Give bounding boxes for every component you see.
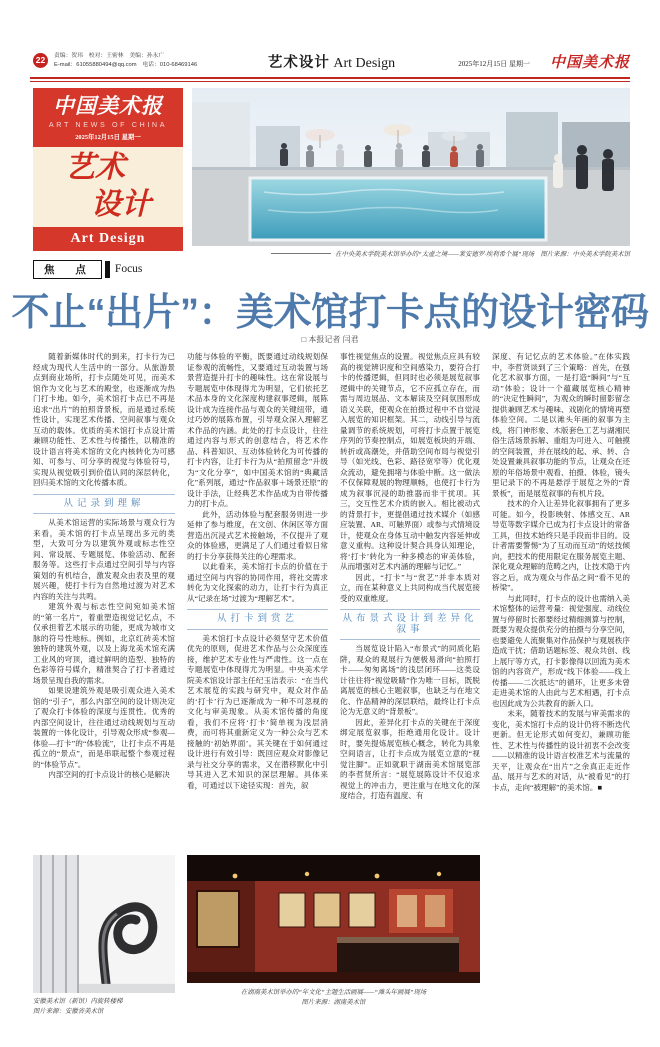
body-paragraph: 深度、有记忆点的艺术体验。”在体实践中，李哲贤谈到了三个策略：首先，在强化艺术叙事方面，一是打造“瞬间”与“互动”体验；设计一个蕴藏展览核心精神的“决定性瞬间”，为观众的瞬时留影留念提供兼顾艺术与趣味、戏剧化的情境再塑体验空间。二是以滩头年画的叙事为主线，将门神形象、木版套色工艺与湖湘民俗生活场景拆解、重组为可进入、可触摸的空间装置，并在展线的起、承、转、合处设置兼具叙事功能的节点，让观众在还原的年俗场景中观看、拍摄、体验，镜头里记录下的不再是悬浮于展览之外的“背景板”，而是展览叙事的有机片段。 [492,352,630,498]
column-subhead: 从打卡到赏艺 [187,609,328,630]
column-subhead: 从布景式设计到差异化叙事 [340,609,480,640]
article-body [0,352,660,1042]
body-paragraph: 未来，随着技术的发展与审美需求的变化，美术馆打卡点的设计仍将不断迭代更新。但无论形式如何变幻，兼顾功能性、艺术性与传播性的设计初衷不会改变——以精准的设计语言校准艺术与流量的天平，让观众在“出片”之余真正走近作品、展开与艺术的对话，从“被看见”的打卡点，走向“被理解”的美术馆。■ [492,709,630,792]
body-paragraph: 以此看来，美术馆打卡点的价值在于通过空间与内容的协同作用，将社交需求转化为文化探索的动力，让打卡行为真正从“记录在场”过渡为“理解艺术”。 [187,562,328,603]
body-paragraph: 技术的介入让差异化叙事拥有了更多可能。如今，投影映射、体感交互、AR导览等数字媒介已成为打卡点设计的常备工具，但技术始终只是手段而非目的。设计者需要警惕“为了互动而互动”的炫技倾向，把技术的使用限定在服务展览主题、深化观众理解的范畴之内，让技术隐于内容之后，成为观众与作品之间“看不见的桥梁”。 [492,499,630,592]
exhibition-caption [187,988,480,1007]
body-column-4 [492,352,630,1036]
editors-info [54,52,197,70]
section-title-en: Art Design [329,56,396,71]
focus-label [33,260,142,278]
column-subhead: 从记录到理解 [33,494,175,515]
top-photo-caption-text: 在中央美术学院美术馆举办的“太虚之境——莱安德罗·埃利希个展”现场 图片来源：中央美术学院美术馆 [335,251,630,258]
masthead-section-en: Art Design [33,227,183,251]
body-paragraph: 内部空间的打卡点设计的核心是解决 [48,770,170,779]
masthead-section-cn [33,149,183,223]
masthead-date: 2025年12月15日 星期一 [75,134,141,141]
body-paragraph: 建筑外观与标志性空间宛如美术馆的“第一名片”，着重塑造视觉记忆点，不仅承担着艺术展示的功能，更成为城市文脉的符号性地标。例如，北京红砖美术馆独特的建筑外观，以及上海龙美术馆充满工业风的穹顶，通过鲜明的造型、独特的色彩等符号媒介，精准契合了打卡者通过场景呈现自我的需求。 [33,602,175,685]
contact-line: E-mail：61055880494@qq.com 电话：010-68469146 [54,62,198,68]
section-title [268,51,395,72]
masthead-paper-name: 中国美术报 [53,94,163,118]
staircase-caption [33,997,175,1016]
body-column-3 [340,352,480,853]
masthead-section-line2: 设计 [91,188,151,221]
caption-rule [271,253,331,254]
masthead [33,88,183,251]
top-photo-caption [192,249,630,258]
body-column-2 [187,352,328,853]
red-gallery-photo-illustration [187,855,480,983]
body-paragraph: 当展览设计陷入“布景式”的同质化陷阱，观众的观展行为便极易滑向“拍照打卡——匆匆离场”的浅层闭环——这类设计往往将“视觉吸睛”作为唯一目标，既脱离展览的核心主题叙事，也缺乏与在地文化、作品精神的深层联结，最终让打卡点沦为无意义的“背景板”。 [340,644,480,716]
focus-divider-bar [105,261,110,278]
page-header [33,50,630,76]
body-paragraph: 功能与体验的平衡，既要通过动线规划保证参观的流畅性，又要通过互动装置与场景营造提升打卡的趣味性。这在常设展与专题展览中体现得尤为明显，它们依托艺术品本身的文化深度构建叙事逻辑，展陈设计成为连接作品与观众的关键纽带，通过巧妙的展陈布置，引导观众深入理解艺术作品的内涵。此处的打卡点设计，往往通过内容与形式的创意结合，将艺术作品、科普知识、互动体验转化为可传播的打卡内容，让打卡行为从“拍照留念”升级为“文化分享”，如中国美术馆的“典藏活化”系列展，通过“作品叙事＋场景还原”的设计手法，让经典艺术作品成为自带传播力的打卡点。 [187,352,328,508]
body-paragraph: 事性视觉焦点的设置。视觉焦点应具有较高的视觉辨识度和空间感染力，要符合打卡的传播逻辑，但同时也必须是展览叙事逻辑中的关键节点，它不应孤立存在，而需与周边展品、文本解读及空间氛围形成语义关联，使观众在拍摄过程中不自觉浸入展览的知识框架。其二，动线引导与流量调节的系统规划，可将打卡点置于展览序列的节奏控制点，如展览板块的开端、转折或高潮处，并借助空间布局与视觉引导（如光线、色彩、路径宽窄等）优化观众流动，避免拥堵与体验中断。这一做法不仅保障观展的物理顺畅，也使打卡行为成为叙事沉浸的助推器而非干扰项。其三，交互性艺术介质的嵌入。相比被动式的背景打卡，更提倡通过技术媒介（如感应装置、AR、可触界面）或参与式情境设计，使观众在身体互动中触发内容延伸或意义重构。这种设计契合具身认知理论，将‘打卡’转化为一种多模态的审美体验，从而增强对艺术内涵的理解与记忆。” [340,352,480,571]
body-paragraph: 随着新媒体时代的到来，打卡行为已经成为现代人生活中的一部分。从旅游景点到商业场所，打卡点随处可见，而美术馆作为文化与艺术的殿堂，也逐渐成为热门打卡地。如今，美术馆打卡点已不再是追求“出片”的拍照背景板，而是通过系统性设计，实现艺术传播、空间叙事与观众互动的载体。优质的美术馆打卡点设计需兼顾功能性、艺术性与传播性，以精准的设计语言将美术馆的文化内核转化为可感知、可参与、可分享的视觉与体验符号，实现从视觉吸引到价值认同的深层转化，回归美术馆的文化传播本质。 [33,352,175,487]
staircase-caption-line1: 安徽美术馆（新馆）内旋转楼梯 [33,998,123,1005]
body-paragraph: 美术馆打卡点设计必须坚守艺术价值优先的原则，促进艺术作品与公众深度连接，维护艺术专业性与严肃性。这一点在专题展览中体现得尤为明显。中央美术学院美术馆设计部主任纪玉洁表示：“在当代艺术展览的实践与研究中，观众对作品的‘打卡’行为已逐渐成为一种不可忽视的文化与审美现象。从美术馆传播的角度看，我们不应将‘打卡’简单视为浅层消费，而可将其重新定义为一种公众与艺术接触的‘初始界面’。其关键在于如何通过设计进行有效引导：既回应观众对影像记录与社交分享的需求，又在潜移默化中引导其进入艺术知识的深层理解。具体来看，可通过以下途径实现：首先，叙 [187,633,328,790]
pool-exhibition-photo-illustration [192,88,630,246]
staircase-photo [33,855,175,993]
spiral-staircase-photo-illustration [33,855,175,993]
exhibition-caption-line2: 图片来源：湖南美术馆 [301,998,366,1006]
header-divider [30,77,630,82]
body-paragraph: 与此同时，打卡点的设计也需纳入美术馆整体的运营考量：视觉强度、动线位置与停留时长都要经过精细测算与控制，既要为观众提供充分的拍摄与分享空间，也要避免人流聚集对作品保护与观展秩序造成干扰；借助话题标签、观众共创、线上展厅等方式，打卡影像得以回流为美术馆的内容资产，形成“线下体验——线上传播——二次抵达”的循环，让更多未曾走进美术馆的人由此与艺术相遇，打卡点也因此成为公共教育的新入口。 [492,593,630,708]
masthead-paper-name-en: ART NEWS OF CHINA [48,120,168,129]
focus-label-en: Focus [114,263,143,275]
body-paragraph: 因此，“打卡”与“赏艺”并非本质对立，而在某种意义上共同构成当代展览接受的双重维度。 [340,572,480,603]
focus-label-cn: 焦 点 [33,260,102,279]
masthead-section-box [33,147,183,227]
page-number-badge: 22 [33,53,48,68]
body-column-1 [33,352,175,853]
paper-logo: 中国美术报 [549,55,630,71]
exhibition-photo [187,855,480,983]
body-paragraph: 如果说建筑外观是吸引观众进入美术馆的“引子”，那么内部空间的设计则决定了观众打卡体验的深度与连贯性。优秀的内部空间设计，往往通过动线规划与互动装置的一体化设计，引导观众形成“参观—体验—打卡”的“体验流”，让打卡点不再是孤立的“景点”，而是串联起整个参观过程的“体验节点”。 [33,686,175,769]
masthead-top [33,88,183,147]
body-paragraph: 因此，差异化打卡点的关键在于深度绑定展览叙事，拒绝通用化设计。设计时，要先提炼展览核心概念，转化为具象空间语言，让打卡点成为展览立意的“视觉注脚”。正如就职于湖南美术馆展览部的李哲贤所言：“展览展陈设计不仅追求视觉上的冲击力，更注重与在地文化的深度结合，打造有温度、有 [340,717,480,800]
masthead-section-line1: 艺术 [65,151,125,184]
article-headline: 不止“出片”：美术馆打卡点的设计密码 [11,292,649,334]
staircase-caption-line2: 图片来源：安徽省美术馆 [33,1007,104,1015]
editors-line: 责编：贺玮 校对：王密林 美编：孙永广 [54,53,165,59]
top-photo [192,88,630,246]
body-paragraph: 从美术馆运营的实际场景与观众行为来看，美术馆的打卡点呈现出多元的类型，大致可分为以建筑外观或标志性空间、常设展、专题展览、体验活动、配套服务等。这些打卡点通过空间引导与内容策划的有机结合，激发观众由表及里的观展兴趣，使打卡行为自然地过渡为对艺术内容的关注与共鸣。 [33,518,175,601]
body-paragraph: 此外，活动体验与配套服务则进一步延伸了参与维度，在文创、休闲区等方面营造出沉浸式艺术接触场，不仅提升了观众的体验感，更满足了人们通过看似日常的打卡分享获得关注的心理需求。 [187,509,328,561]
header-date: 2025年12月15日 星期一 [458,60,530,68]
article-byline: □ 本报记者 闫君 [301,335,359,344]
exhibition-caption-line1: 在湖南美术馆举办的“年文化”主题生活画展——“滩头年画展”现场 [240,989,427,996]
section-title-cn: 艺术设计 [267,55,330,71]
